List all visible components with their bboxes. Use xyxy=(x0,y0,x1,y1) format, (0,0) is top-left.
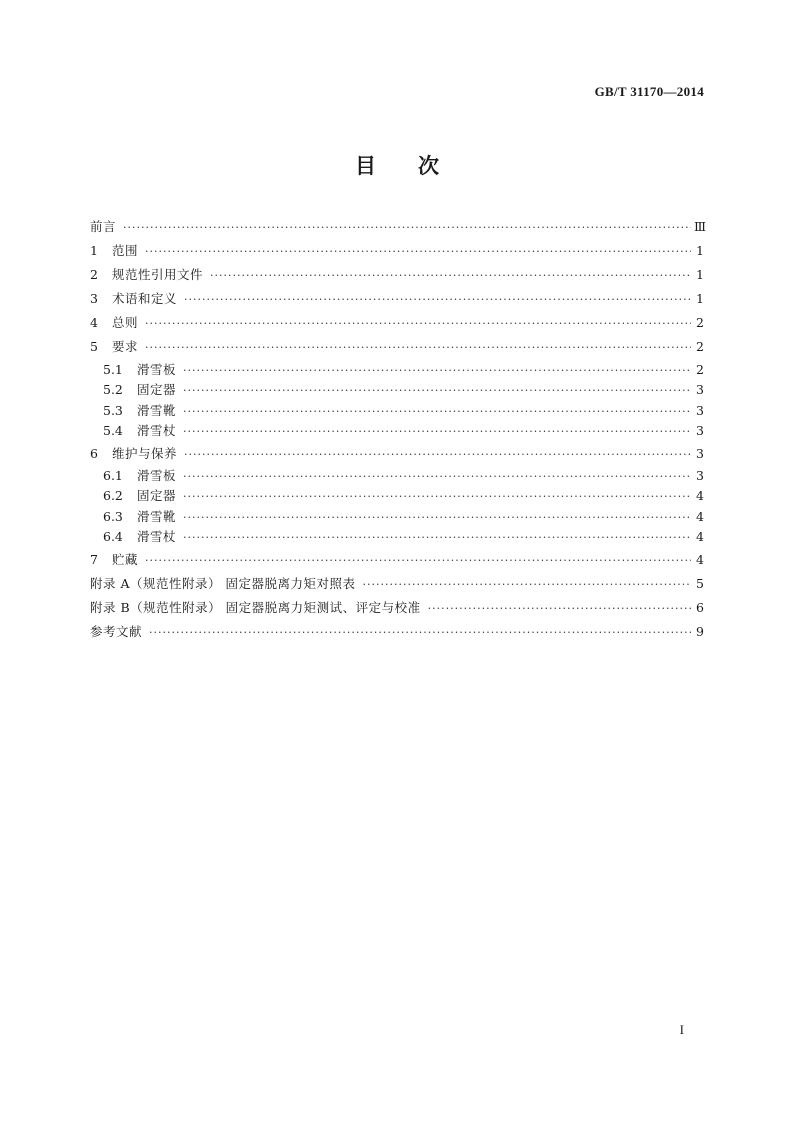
toc-entry[interactable] xyxy=(90,335,704,359)
toc-entry-label: 维护与保养 xyxy=(112,445,178,461)
toc-entry-label: 贮藏 xyxy=(112,551,139,567)
toc-entry-label: 术语和定义 xyxy=(112,291,178,307)
dot-leader xyxy=(123,216,691,240)
toc-entry-label: 固定器 xyxy=(137,488,177,504)
toc-entry-number: 1 xyxy=(90,243,98,259)
dot-leader xyxy=(183,381,691,402)
toc-entry-label: 范围 xyxy=(112,243,139,259)
toc-entry-label: 参考文献 xyxy=(90,623,143,639)
dot-leader xyxy=(145,336,691,360)
toc-entry[interactable] xyxy=(90,466,704,487)
dot-leader xyxy=(183,402,691,423)
table-of-contents xyxy=(90,215,707,644)
toc-entry[interactable] xyxy=(90,527,704,548)
toc-entry-page: 9 xyxy=(696,623,704,639)
dot-leader xyxy=(145,240,691,264)
toc-entry-label: 滑雪杖 xyxy=(137,529,177,545)
toc-entry[interactable] xyxy=(90,548,704,572)
toc-entry[interactable] xyxy=(90,360,704,381)
toc-entry[interactable] xyxy=(90,421,704,442)
toc-entry-page: 5 xyxy=(696,575,704,591)
toc-entry-page: 3 xyxy=(696,382,704,398)
dot-leader xyxy=(183,422,691,443)
toc-entry[interactable] xyxy=(90,287,704,311)
toc-entry-label: 前言 xyxy=(90,219,117,234)
toc-entry-page: 2 xyxy=(696,315,704,331)
toc-entry-number: 5.3 xyxy=(103,402,123,418)
toc-entry[interactable] xyxy=(90,401,704,422)
toc-entry-page: 3 xyxy=(696,423,704,439)
toc-entry[interactable] xyxy=(90,596,704,620)
toc-entry-page: 3 xyxy=(696,467,704,483)
toc-entry-label: 要求 xyxy=(112,339,139,355)
toc-entry-page: 4 xyxy=(696,529,704,545)
toc-entry-page: 2 xyxy=(696,361,704,377)
toc-entry-number: 6.2 xyxy=(103,488,123,504)
toc-entry-label: 固定器 xyxy=(137,382,177,398)
toc-entry-number: 4 xyxy=(90,315,98,331)
dot-leader xyxy=(183,467,691,488)
toc-entry[interactable] xyxy=(90,572,704,596)
toc-entry-number: 3 xyxy=(90,291,98,307)
dot-leader xyxy=(145,549,691,573)
dot-leader xyxy=(149,621,691,645)
toc-entry-number: 6 xyxy=(90,445,98,461)
toc-entry-label: 滑雪杖 xyxy=(137,423,177,439)
dot-leader xyxy=(184,288,691,312)
title-char-1: 目 xyxy=(355,153,376,178)
page-number: I xyxy=(679,1022,684,1037)
dot-leader xyxy=(362,573,691,597)
toc-entry-label: 滑雪靴 xyxy=(137,508,177,524)
page-title xyxy=(0,150,794,180)
toc-entry-number: 5.2 xyxy=(103,382,123,398)
toc-entry-page: 4 xyxy=(696,551,704,567)
toc-entry-number: 6.1 xyxy=(103,467,123,483)
toc-entry-page: 1 xyxy=(696,243,704,259)
dot-leader xyxy=(183,508,691,529)
title-char-2: 次 xyxy=(418,153,439,178)
dot-leader xyxy=(145,312,691,336)
toc-entry-label: 滑雪板 xyxy=(137,361,177,377)
toc-entry-page: 3 xyxy=(696,445,704,461)
toc-entry-page: Ⅲ xyxy=(694,219,707,234)
dot-leader xyxy=(183,361,691,382)
toc-entry-page: 3 xyxy=(696,402,704,418)
toc-entry[interactable] xyxy=(90,620,704,644)
toc-entry-page: 4 xyxy=(696,508,704,524)
toc-entry-label: 总则 xyxy=(112,315,139,331)
toc-entry[interactable] xyxy=(90,215,707,239)
toc-entry-page: 2 xyxy=(696,339,704,355)
toc-entry[interactable] xyxy=(90,380,704,401)
dot-leader xyxy=(210,264,691,288)
toc-entry-number: 5.4 xyxy=(103,423,123,439)
toc-entry-label: 滑雪靴 xyxy=(137,402,177,418)
toc-entry-page: 1 xyxy=(696,291,704,307)
dot-leader xyxy=(183,487,691,508)
toc-entry-number: 6.4 xyxy=(103,529,123,545)
toc-entry-page: 4 xyxy=(696,488,704,504)
toc-entry-label: 滑雪板 xyxy=(137,467,177,483)
toc-entry-label: 附录 B（规范性附录） 固定器脱离力矩测试、评定与校准 xyxy=(90,599,421,615)
toc-entry-label: 附录 A（规范性附录） 固定器脱离力矩对照表 xyxy=(90,575,356,591)
toc-entry-page: 6 xyxy=(696,599,704,615)
toc-entry[interactable] xyxy=(90,263,704,287)
toc-entry-number: 2 xyxy=(90,267,98,283)
toc-entry-number: 7 xyxy=(90,551,98,567)
dot-leader xyxy=(183,528,691,549)
toc-entry[interactable] xyxy=(90,486,704,507)
toc-entry[interactable] xyxy=(90,311,704,335)
standard-code: GB/T 31170—2014 xyxy=(594,84,704,99)
toc-entry-number: 6.3 xyxy=(103,508,123,524)
toc-entry[interactable] xyxy=(90,442,704,466)
toc-entry-number: 5.1 xyxy=(103,361,123,377)
dot-leader xyxy=(428,597,691,621)
dot-leader xyxy=(184,443,691,467)
toc-entry[interactable] xyxy=(90,239,704,263)
toc-entry-number: 5 xyxy=(90,339,98,355)
toc-entry-label: 规范性引用文件 xyxy=(112,267,204,283)
toc-entry-page: 1 xyxy=(696,267,704,283)
toc-entry[interactable] xyxy=(90,507,704,528)
